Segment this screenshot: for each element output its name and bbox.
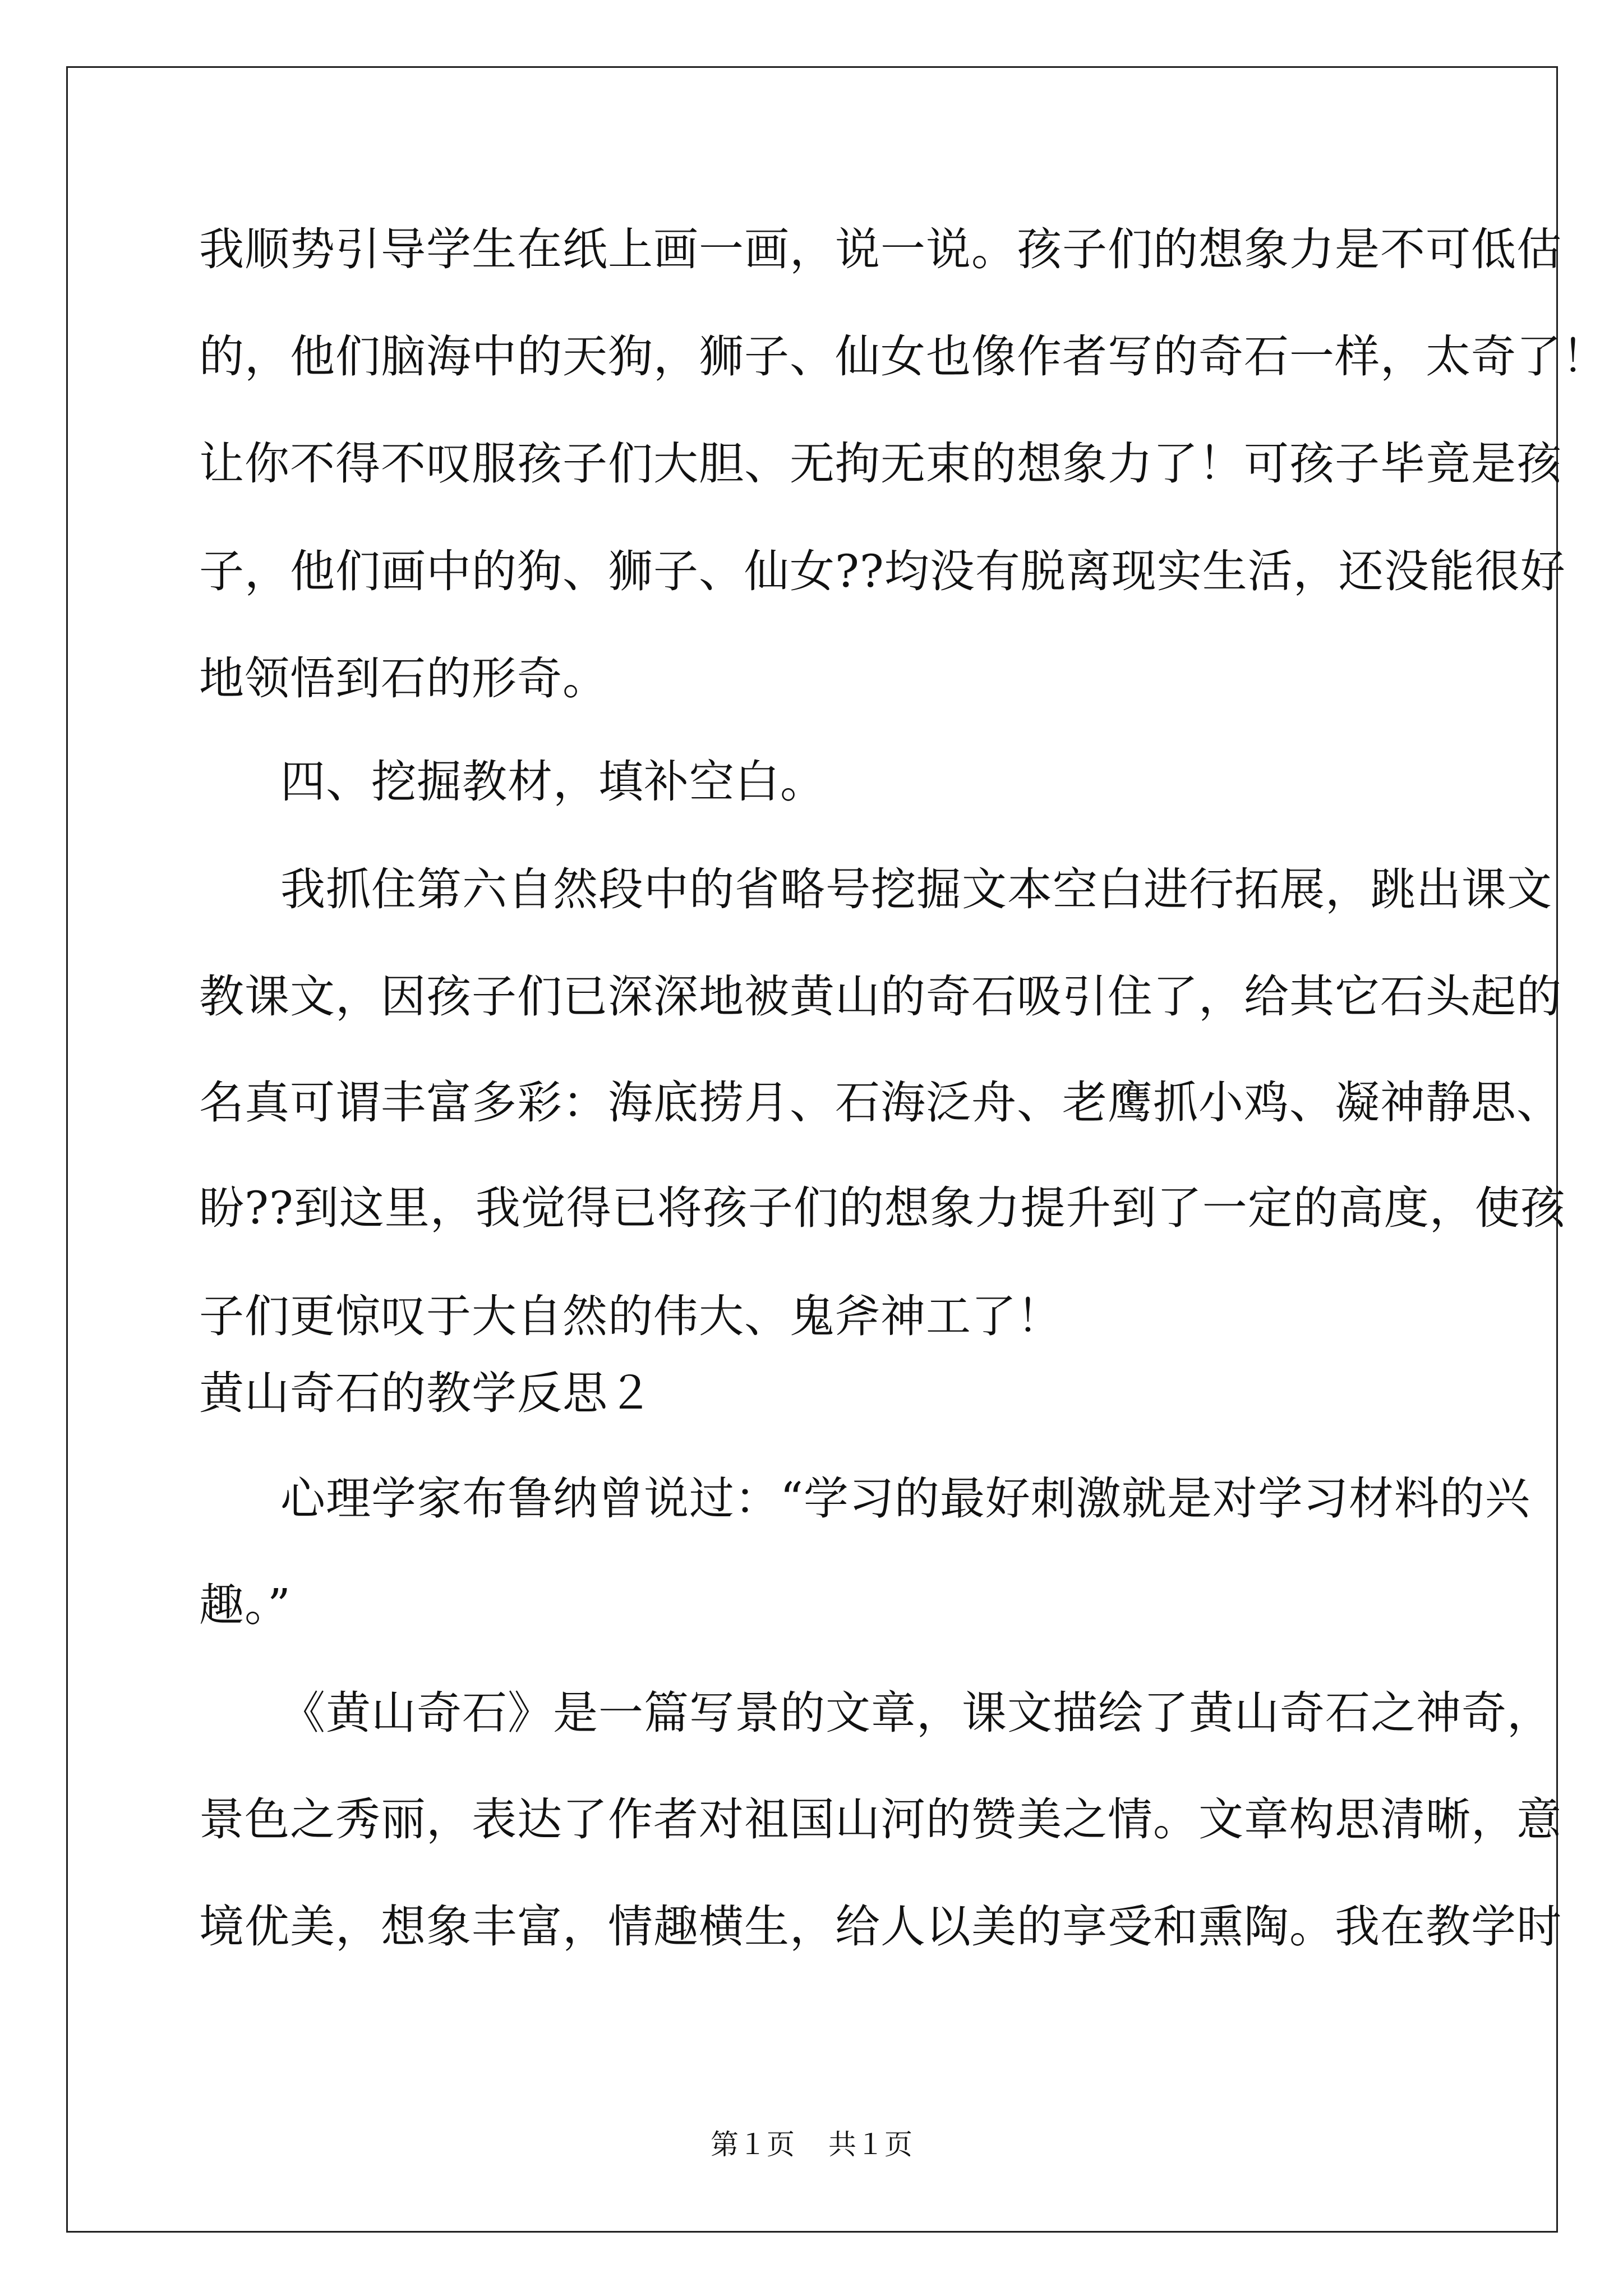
paragraph-line: 境优美，想象丰富，情趣横生，给人以美的享受和熏陶。我在教学时 [199,1901,1562,1953]
paragraph-line: 心理学家布鲁纳曾说过：“学习的最好刺激就是对学习材料的兴 [280,1473,1530,1525]
paragraph-line: 名真可谓丰富多彩：海底捞月、石海泛舟、老鹰抓小鸡、凝神静思、 [199,1076,1562,1129]
paragraph-line: 子们更惊叹于大自然的伟大、鬼斧神工了！ [199,1290,1062,1342]
page-total: 共１页 [828,2128,912,2161]
paragraph-line: 景色之秀丽，表达了作者对祖国山河的赞美之情。文章构思清晰，意 [199,1793,1562,1846]
paragraph-line: 地领悟到石的形奇。 [199,652,608,705]
paragraph-line: 我抓住第六自然段中的省略号挖掘文本空白进行拓展，跳出课文 [280,863,1552,915]
article-title: 黄山奇石的教学反思２ [199,1367,653,1419]
paragraph-line: 教课文，因孩子们已深深地被黄山的奇石吸引住了，给其它石头起的 [199,970,1562,1023]
paragraph-line: 《黄山奇石》是一篇写景的文章，课文描绘了黄山奇石之神奇， [280,1687,1552,1739]
paragraph-line: 我顺势引导学生在纸上画一画，说一说。孩子们的想象力是不可低估 [199,223,1562,275]
paragraph-line: 趣。” [199,1579,291,1631]
paragraph-line: 子，他们画中的狗、狮子、仙女??均没有脱离现实生活，还没能很好 [199,545,1566,597]
page-footer [0,2128,1623,2161]
page-number: 第１页 [711,2128,795,2161]
paragraph-line: 盼??到这里，我觉得已将孩子们的想象力提升到了一定的高度，使孩 [199,1182,1566,1234]
section-heading: 四、挖掘教材，填补空白。 [280,756,826,808]
paragraph-line: 的，他们脑海中的天狗，狮子、仙女也像作者写的奇石一样，太奇了！ [199,330,1607,383]
paragraph-line: 让你不得不叹服孩子们大胆、无拘无束的想象力了！可孩子毕竟是孩 [199,438,1562,490]
